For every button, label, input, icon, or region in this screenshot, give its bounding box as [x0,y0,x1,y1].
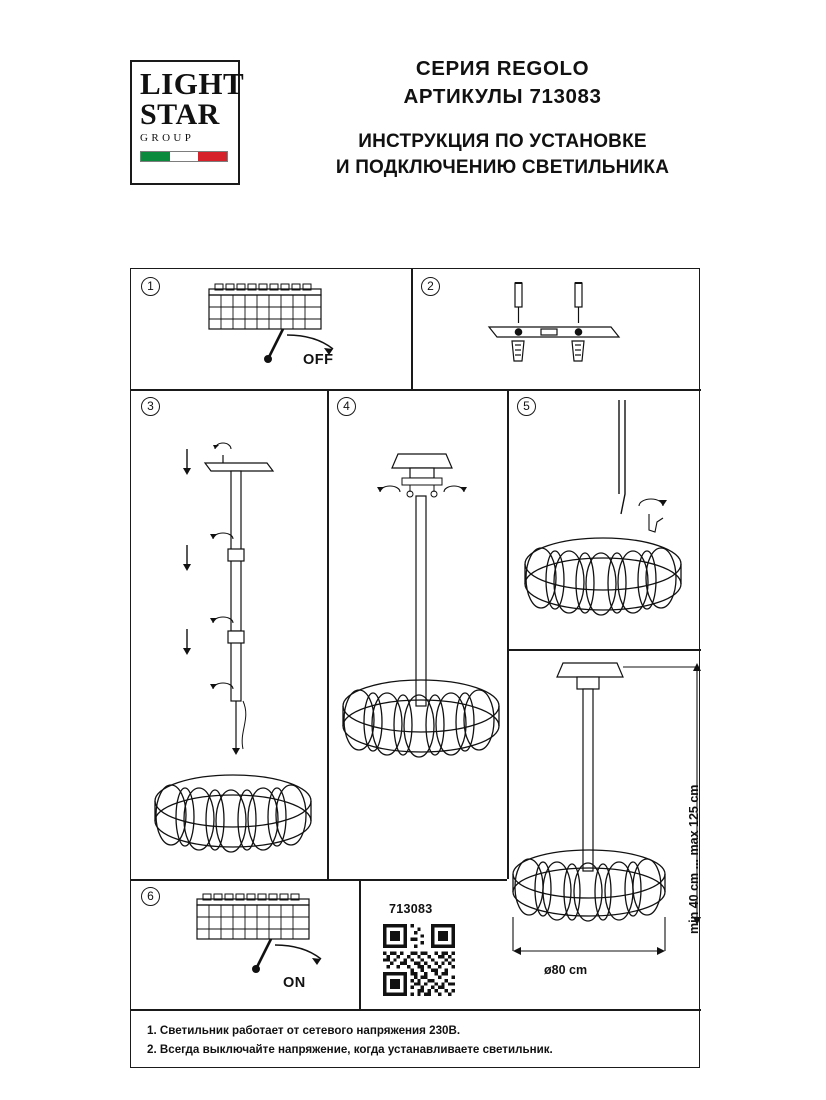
step-1-caption: OFF [303,352,334,368]
divider-h-2 [507,649,701,651]
brand-logo [130,60,245,185]
step-number-4: 4 [337,397,356,416]
step-2-illustration [471,277,661,382]
article-line: АРТИКУЛЫ 713083 [403,85,602,108]
italian-flag-icon [140,151,228,162]
divider-h-3 [131,879,507,881]
step-5-illustration [511,394,701,644]
step-number-2: 2 [421,277,440,296]
height-dimension-label: min 40 cm ... max 125 cm [687,784,701,934]
steps-frame [130,268,700,1068]
divider-v-2 [327,389,329,879]
note-2: 2. Всегда выключайте напряжение, когда устанавливаете светильник. [147,1043,553,1056]
logo-line-2: STAR [140,98,220,131]
document-header [130,55,700,205]
step-6-caption: ON [283,975,306,991]
divider-h-4 [131,1009,701,1011]
step-6-illustration [179,887,369,999]
step-number-1: 1 [141,277,160,296]
diameter-dimension-label: ø80 cm [544,963,588,977]
article-number-label: 713083 [389,902,433,916]
step-number-3: 3 [141,397,160,416]
header-text-block [305,55,700,181]
dimension-illustration [511,659,701,1004]
step-number-6: 6 [141,887,160,906]
step-number-5: 5 [517,397,536,416]
notes-block [147,1021,687,1059]
step-4-illustration [336,434,511,854]
title-line-2: И ПОДКЛЮЧЕНИЮ СВЕТИЛЬНИКА [335,157,670,178]
series-line: СЕРИЯ REGOLO [415,57,590,80]
step-1-illustration [191,277,391,382]
step-3-illustration [143,419,323,869]
qr-code [383,924,455,996]
title-line-1: ИНСТРУКЦИЯ ПО УСТАНОВКЕ [358,131,647,152]
divider-h-1 [131,389,701,391]
divider-v-1 [411,269,413,389]
note-1: 1. Светильник работает от сетевого напряжения 230В. [147,1024,461,1037]
logo-group-text: GROUP [140,132,195,144]
logo-line-1: LIGHT [140,66,245,101]
